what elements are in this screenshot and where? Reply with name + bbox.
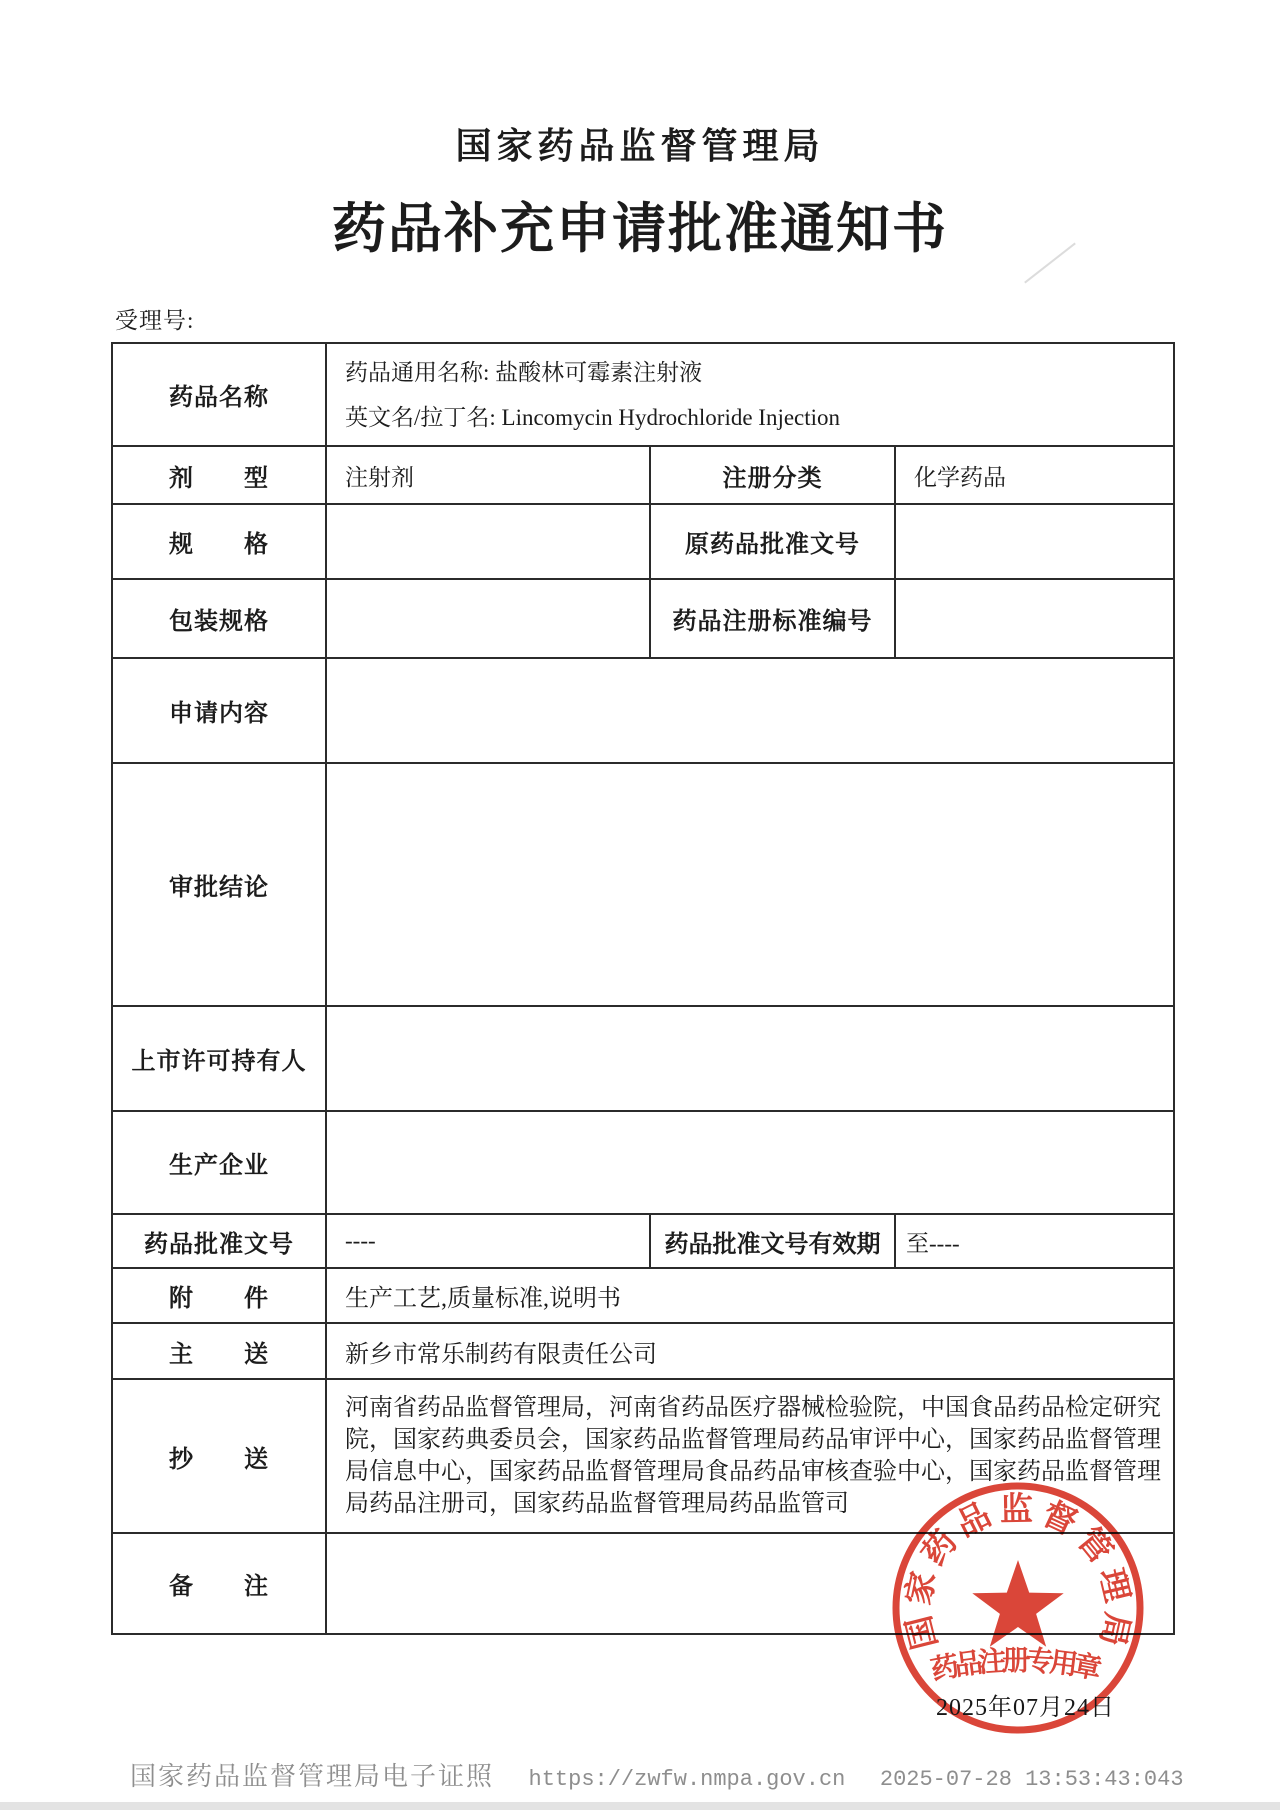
table-row-main-recipient bbox=[112, 1323, 1174, 1379]
drug-name-label: 药品名称 bbox=[112, 343, 326, 446]
manufacturer-value bbox=[326, 1111, 1174, 1214]
remarks-label: 备 注 bbox=[112, 1533, 326, 1634]
table-row-holder bbox=[112, 1006, 1174, 1111]
approval-conclusion-value bbox=[326, 763, 1174, 1006]
scan-bottom-edge bbox=[0, 1802, 1280, 1810]
main-recipient-label: 主 送 bbox=[112, 1323, 326, 1379]
attachments-value: 生产工艺,质量标准,说明书 bbox=[326, 1268, 1174, 1323]
drug-name-value bbox=[326, 343, 1174, 446]
license-holder-value bbox=[326, 1006, 1174, 1111]
seal-star-icon bbox=[972, 1560, 1063, 1647]
main-recipient-value: 新乡市常乐制药有限责任公司 bbox=[326, 1323, 1174, 1379]
table-row-conclusion bbox=[112, 763, 1174, 1006]
attachments-label: 附 件 bbox=[112, 1268, 326, 1323]
table-row-approval-no bbox=[112, 1214, 1174, 1268]
registration-standard-no-value bbox=[895, 579, 1174, 658]
package-spec-label: 包装规格 bbox=[112, 579, 326, 658]
approval-no-validity-label: 药品批准文号有效期 bbox=[650, 1214, 895, 1268]
table-row-spec bbox=[112, 504, 1174, 579]
footer-cert-label: 国家药品监督管理局电子证照 bbox=[130, 1762, 495, 1791]
manufacturer-label: 生产企业 bbox=[112, 1111, 326, 1214]
license-holder-label: 上市许可持有人 bbox=[112, 1006, 326, 1111]
org-title: 国家药品监督管理局 bbox=[455, 126, 825, 166]
seal-ring-text: 国家药品监督管理局 bbox=[901, 1491, 1135, 1653]
spec-value bbox=[326, 504, 650, 579]
approval-no-label: 药品批准文号 bbox=[112, 1214, 326, 1268]
acceptance-number-label: 受理号: bbox=[115, 308, 195, 333]
seal-banner-text: 药品注册专用章 bbox=[928, 1645, 1105, 1687]
footer-timestamp: 2025-07-28 13:53:43:043 bbox=[879, 1767, 1184, 1792]
approval-conclusion-label: 审批结论 bbox=[112, 763, 326, 1006]
table-row-package bbox=[112, 579, 1174, 658]
dosage-value: 注射剂 bbox=[326, 446, 650, 504]
page-title: 药品补充申请批准通知书 bbox=[332, 199, 948, 259]
application-content-value bbox=[326, 658, 1174, 763]
registration-standard-no-label: 药品注册标准编号 bbox=[650, 579, 895, 658]
approval-no-value: ---- bbox=[326, 1214, 650, 1268]
original-approval-no-label: 原药品批准文号 bbox=[650, 504, 895, 579]
table-row-drug-name bbox=[112, 343, 1174, 446]
drug-english-name: 英文名/拉丁名: Lincomycin Hydrochloride Injection bbox=[345, 404, 841, 430]
table-row-attachments bbox=[112, 1268, 1174, 1323]
table-row-dosage bbox=[112, 446, 1174, 504]
package-spec-value bbox=[326, 579, 650, 658]
svg-text:药品注册专用章 bbox=[928, 1644, 1104, 1687]
application-content-label: 申请内容 bbox=[112, 658, 326, 763]
table-row-application bbox=[112, 658, 1174, 763]
original-approval-no-value bbox=[895, 504, 1174, 579]
dosage-label: 剂 型 bbox=[112, 446, 326, 504]
table-row-manufacturer bbox=[112, 1111, 1174, 1214]
registration-class-value: 化学药品 bbox=[895, 446, 1174, 504]
cc-value: 河南省药品监督管理局，河南省药品医疗器械检验院，中国食品药品检定研究院，国家药典委员会，国家药品监督管理局药品审评中心，国家药品监督管理局信息中心，国家药品监督管理局食品药品审核查验中心，国家药品监督管理局药品注册司，国家药品监督管理局药品监管司 bbox=[326, 1379, 1174, 1533]
footer bbox=[130, 1756, 1184, 1793]
spec-label: 规 格 bbox=[112, 504, 326, 579]
seal-date: 2025年07月24日 bbox=[936, 1695, 1115, 1721]
drug-generic-name: 药品通用名称: 盐酸林可霉素注射液 bbox=[345, 359, 703, 385]
cc-label: 抄 送 bbox=[112, 1379, 326, 1533]
form-table bbox=[111, 342, 1175, 1635]
approval-no-validity-value: 至---- bbox=[895, 1214, 1174, 1268]
registration-class-label: 注册分类 bbox=[650, 446, 895, 504]
footer-url: https://zwfw.nmpa.gov.cn bbox=[528, 1767, 846, 1792]
